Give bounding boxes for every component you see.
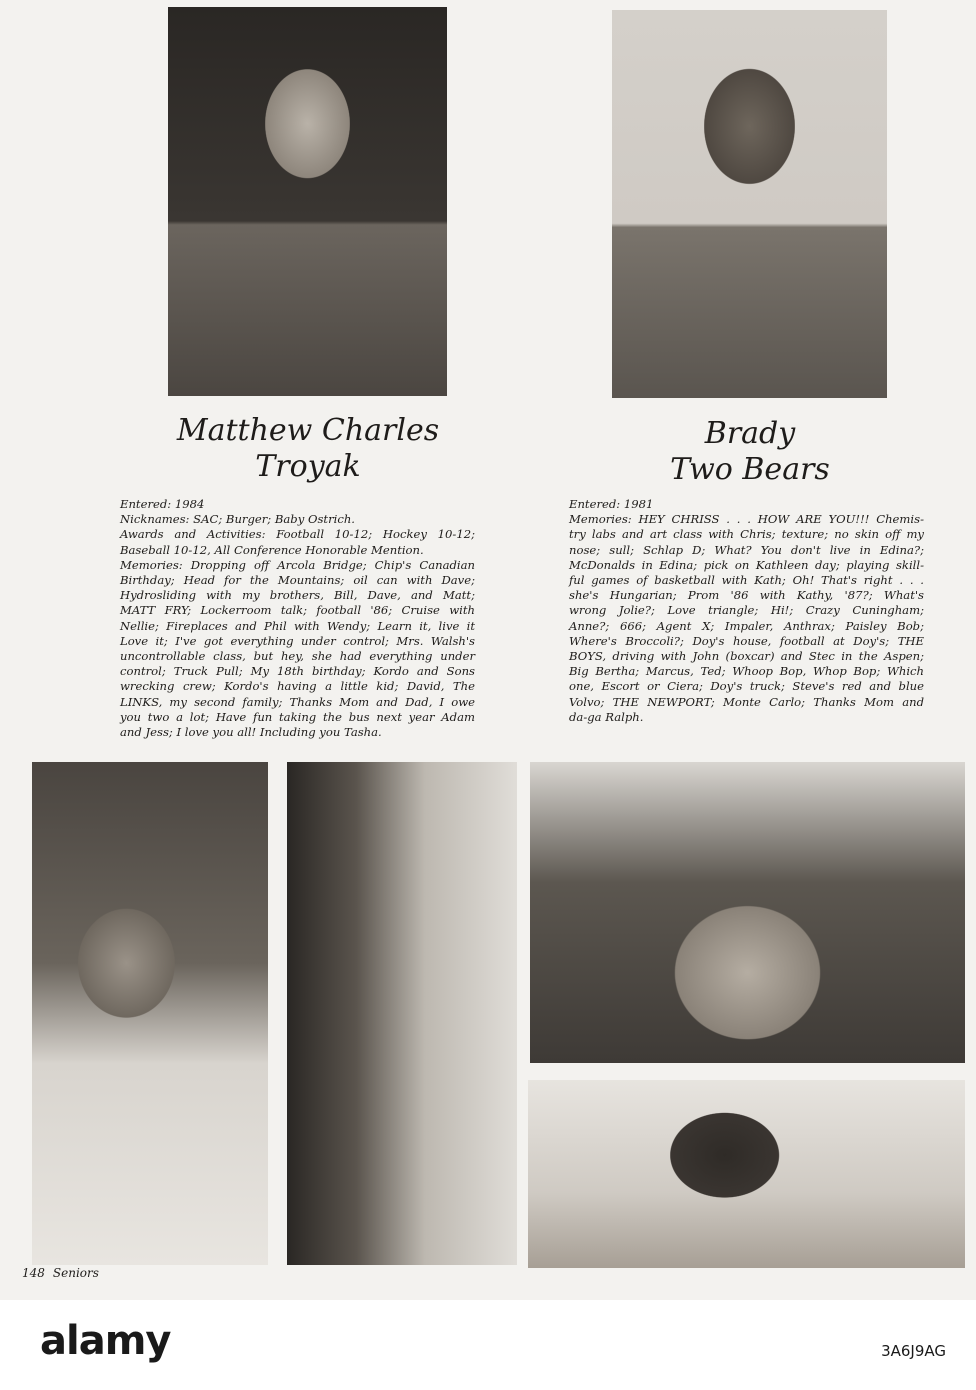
bio-line: Baseball 10-12, All Conference Honorable Mention. — [120, 542, 424, 557]
bio-line: Nicknames: SAC; Burger; Baby Ostrich. — [120, 512, 355, 527]
name-line: Matthew Charles — [176, 413, 440, 448]
bio-line: Love it; I've got everything under control; Mrs. Walsh's — [120, 633, 475, 648]
bio-line: Big Bertha; Marcus, Ted; Whoop Bop, Whop Bop; Which — [569, 664, 924, 679]
bio-line: you two a lot; Have fun taking the bus next year Adam — [120, 709, 475, 724]
bio-line: Awards and Activities: Football 10-12; Hockey 10-12; — [120, 527, 475, 542]
bio-line: one, Escort or Ciera; Doy's truck; Steve's red and blue — [569, 679, 924, 694]
bio-line: Memories: HEY CHRISS . . . HOW ARE YOU!!! Chemis- — [569, 512, 924, 527]
candid-photo-hallway-lockers — [287, 762, 517, 1265]
bio-line: Memories: Dropping off Arcola Bridge; Chip's Canadian — [120, 557, 475, 572]
bio-line: Nellie; Fireplaces and Phil with Wendy; Learn it, live it — [120, 618, 475, 633]
bio-line: Anne?; 666; Agent X; Impaler, Anthrax; Paisley Bob; — [569, 618, 924, 633]
page-number: 148 — [22, 1266, 45, 1280]
portrait-brady-two-bears — [612, 10, 887, 398]
bio-line: BOYS, driving with John (boxcar) and Stec in the Aspen; — [569, 649, 924, 664]
bio-line: Hydrosliding with my brothers, Bill, Dave, and Matt; — [120, 588, 475, 603]
bio-line: da-ga Ralph. — [569, 709, 644, 724]
bio-line: try labs and art class with Chris; texture; no skin off my — [569, 527, 924, 542]
bio-line: ful games of basketball with Kath; Oh! That's right . . . — [569, 573, 924, 588]
candid-photo-two-friends-outdoors — [530, 762, 965, 1063]
bio-line: nose; sull; Schlap D; What? You don't live in Edina?; — [569, 542, 924, 557]
bio-line: wrong Jolie?; Love triangle; Hi!; Crazy Cuningham; — [569, 603, 924, 618]
bio-line: MATT FRY; Lockerroom talk; football '86; Cruise with — [120, 603, 475, 618]
alamy-logo: alamy — [40, 1318, 171, 1364]
image-id: 3A6J9AG — [881, 1342, 946, 1360]
candid-photo-student-reading — [528, 1080, 965, 1268]
bio-line: uncontrollable class, but hey, she had everything under — [120, 649, 475, 664]
name-line: Two Bears — [670, 452, 830, 487]
student-name — [118, 413, 498, 485]
candid-photo-student-sweatshirt — [32, 762, 268, 1265]
portrait-matthew-troyak — [168, 7, 447, 396]
bio-line: Entered: 1981 — [569, 497, 654, 511]
bio-line: McDonalds in Edina; pick on Kathleen day; playing skill- — [569, 557, 924, 572]
student-name — [580, 416, 920, 488]
bio-line: Entered: 1984 — [120, 497, 205, 511]
bio-line: she's Hungarian; Prom '86 with Kathy, '87?; What's — [569, 588, 924, 603]
bio-line: Volvo; THE NEWPORT; Monte Carlo; Thanks Mom and — [569, 694, 924, 709]
bio-line: wrecking crew; Kordo's having a little kid; David, The — [120, 679, 475, 694]
page-footer — [22, 1266, 107, 1280]
section-label: Seniors — [52, 1266, 99, 1280]
student-bio — [120, 497, 475, 740]
bio-line: control; Truck Pull; My 18th birthday; Kordo and Sons — [120, 664, 475, 679]
student-bio — [569, 497, 924, 725]
name-line: Brady — [704, 416, 796, 451]
bio-line: LINKS, my second family; Thanks Mom and Dad, I owe — [120, 694, 475, 709]
name-line: Troyak — [255, 449, 361, 484]
bio-line: Where's Broccoli?; Doy's house, football at Doy's; THE — [569, 633, 924, 648]
bio-line: Birthday; Head for the Mountains; oil can with Dave; — [120, 573, 475, 588]
bio-line: and Jess; I love you all! Including you Tasha. — [120, 725, 382, 740]
